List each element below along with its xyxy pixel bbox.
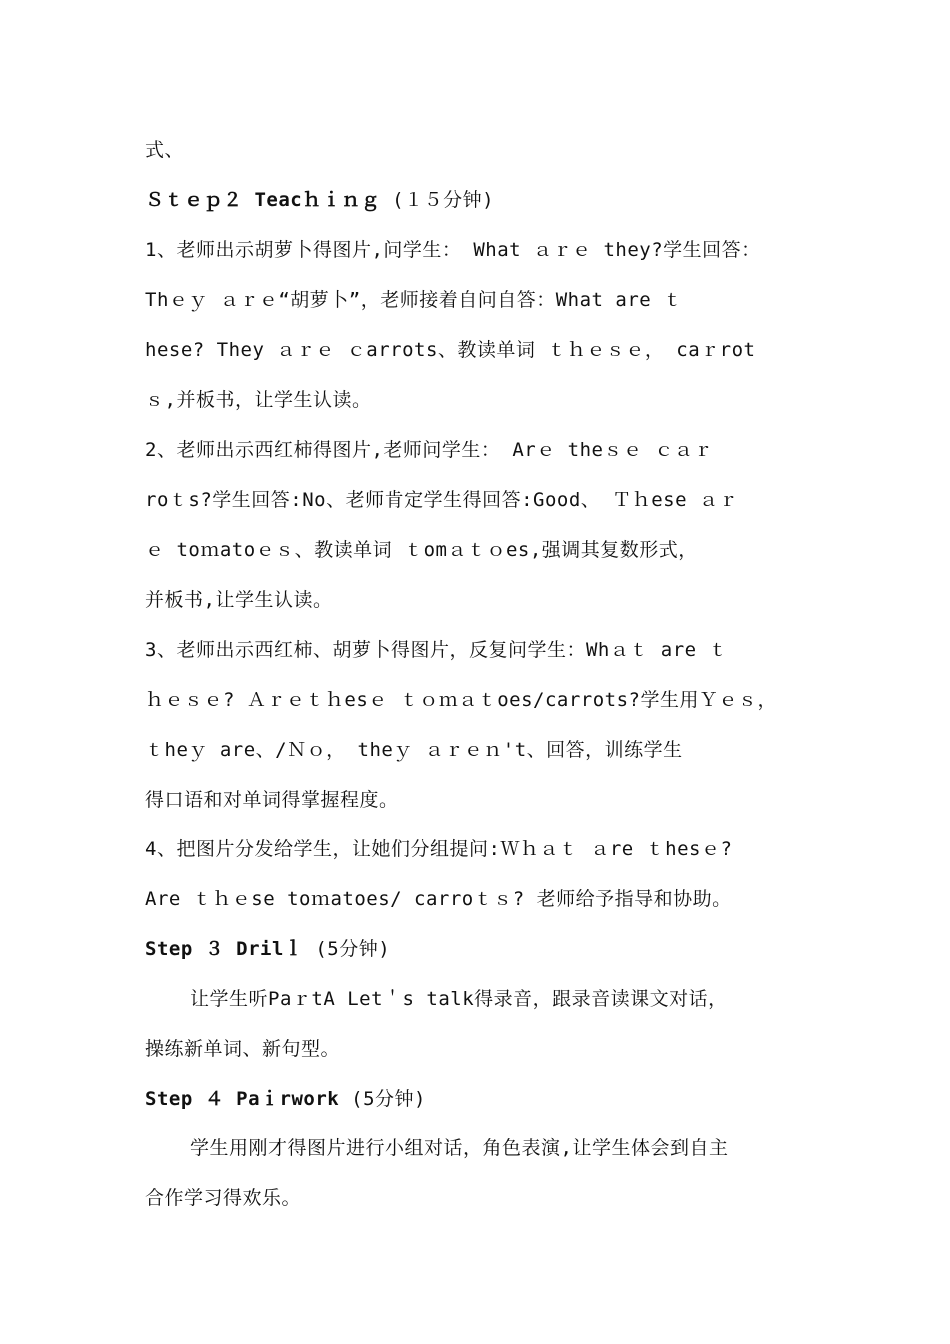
text-line: Thｅｙ ａｒｅ“胡萝卜”，老师接着自问自答：What are ｔ xyxy=(145,289,683,311)
text-line: 操练新单词、新句型。 xyxy=(145,1038,341,1060)
text-line: 4、把图片分发给学生，让她们分组提问:Ｗｈａｔ ａre ｔhesｅ? xyxy=(145,838,733,860)
text-line: 并板书,让学生认读。 xyxy=(145,589,333,611)
section-heading-step-3 xyxy=(145,935,825,963)
text-line: hese? They ａｒｅ ｃarrots、教读单词 ｔｈｅｓｅ， caｒrot xyxy=(145,339,756,361)
heading-duration: (１５分钟) xyxy=(392,189,495,211)
heading-label: Step ３ Drilｌ xyxy=(145,938,304,960)
heading-duration: (5分钟) xyxy=(315,938,391,960)
heading-label: Ｓｔｅｐ２ Teacｈｉｎｇ xyxy=(145,189,381,211)
text-line: ｅ toｍatoｅｓ、教读单词 ｔomａｔｏes,强调其复数形式， xyxy=(145,539,698,561)
heading-duration: (5分钟) xyxy=(351,1088,426,1110)
text-line: Are ｔｈｅse toｍatoes/ carroｔｓ? 老师给予指导和协助。 xyxy=(145,888,732,910)
text-line: 3、老师出示西红柿、胡萝卜得图片，反复问学生：Whａｔ are ｔ xyxy=(145,639,729,661)
text-line: 学生用刚才得图片进行小组对话，角色表演,让学生体会到自主 xyxy=(190,1137,729,1159)
text-line: 合作学习得欢乐。 xyxy=(145,1187,302,1209)
text-line: 得口语和对单词得掌握程度。 xyxy=(145,789,399,811)
text-line: ｓ,并板书，让学生认读。 xyxy=(145,389,372,411)
text-line: 式、 xyxy=(145,139,185,161)
text-line: roｔs?学生回答:No、老师肯定学生得回答:Good、 Ｔｈese ａｒ xyxy=(145,489,738,511)
section-heading-step-4 xyxy=(145,1085,825,1113)
text-line: 让学生听PaｒtA Let＇s talk得录音，跟录音读课文对话， xyxy=(190,988,728,1010)
section-heading-step-2 xyxy=(145,186,825,214)
text-line: ｔheｙ are、/Ｎｏ， theｙ ａｒｅｎ't、回答，训练学生 xyxy=(145,739,683,761)
text-line: ｈｅｓｅ? Ａｒｅｔｈesｅ ｔｏｍａｔoes/carrots?学生用Ｙｅｓ， xyxy=(145,689,777,711)
text-line: 1、老师出示胡萝卜得图片,问学生： What ａｒｅ they?学生回答： xyxy=(145,239,761,261)
text-line: 2、老师出示西红柿得图片,老师问学生： Arｅ theｓｅ ｃａｒ xyxy=(145,439,713,461)
heading-label: Step ４ Paｉrwork xyxy=(145,1088,340,1110)
